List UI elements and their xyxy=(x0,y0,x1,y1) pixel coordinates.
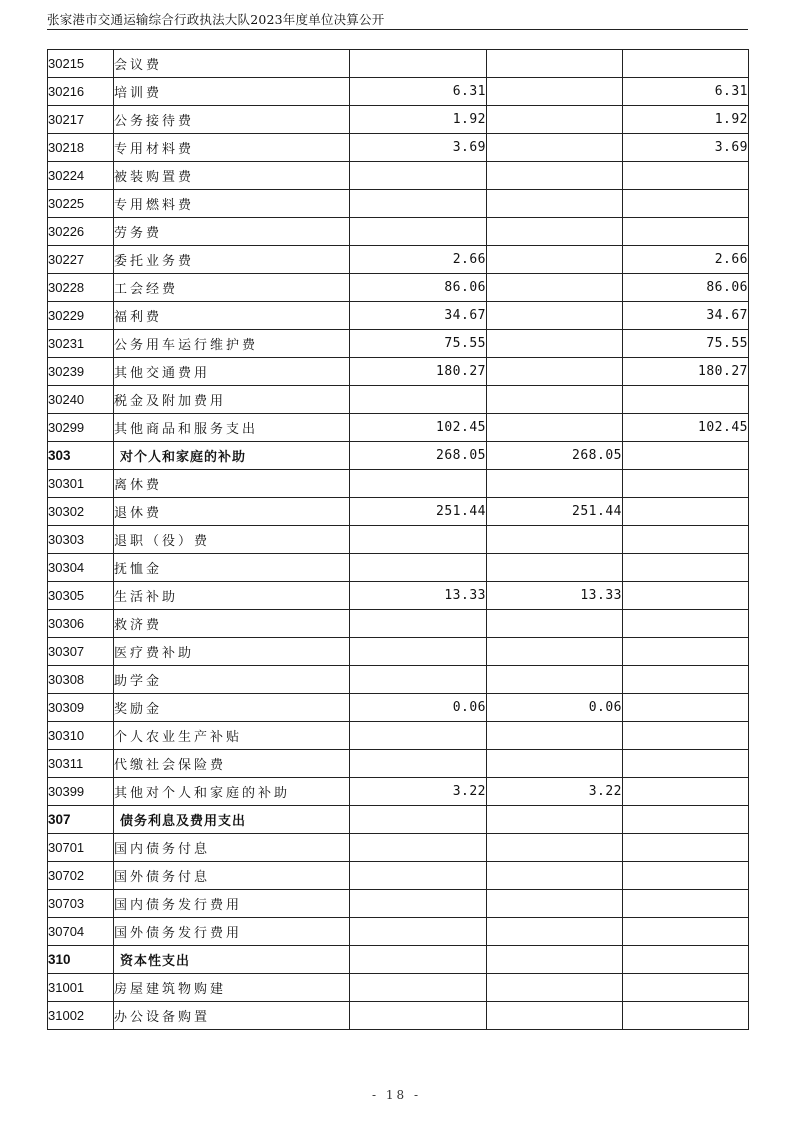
amount-col2-cell xyxy=(487,638,623,666)
item-code-cell: 30304 xyxy=(48,554,114,582)
header-divider xyxy=(47,29,748,30)
amount-col3-cell xyxy=(623,610,749,638)
item-code-cell: 307 xyxy=(48,806,114,834)
item-code-cell: 30227 xyxy=(48,246,114,274)
amount-col2-cell xyxy=(487,666,623,694)
amount-col1-cell xyxy=(350,890,487,918)
item-name-cell: 生活补助 xyxy=(114,582,350,610)
amount-col1-cell xyxy=(350,834,487,862)
amount-col1-cell xyxy=(350,190,487,218)
item-code-cell: 30308 xyxy=(48,666,114,694)
item-code-cell: 30399 xyxy=(48,778,114,806)
amount-col2-cell xyxy=(487,190,623,218)
amount-col3-cell xyxy=(623,1002,749,1030)
amount-col2-cell xyxy=(487,134,623,162)
amount-col2-cell xyxy=(487,302,623,330)
amount-col2-cell xyxy=(487,330,623,358)
item-name-cell: 国内债务发行费用 xyxy=(114,890,350,918)
amount-col1-cell xyxy=(350,666,487,694)
item-name-cell: 被装购置费 xyxy=(114,162,350,190)
amount-col3-cell xyxy=(623,162,749,190)
table-row xyxy=(48,582,749,610)
item-code-cell: 30217 xyxy=(48,106,114,134)
amount-col2-cell xyxy=(487,1002,623,1030)
expenditure-table xyxy=(47,49,749,1030)
amount-col2-cell xyxy=(487,918,623,946)
table-row xyxy=(48,78,749,106)
item-name-cell: 房屋建筑物购建 xyxy=(114,974,350,1002)
amount-col1-cell xyxy=(350,526,487,554)
amount-col3-cell xyxy=(623,554,749,582)
table-category-row xyxy=(48,442,749,470)
table-row xyxy=(48,274,749,302)
item-name-cell: 救济费 xyxy=(114,610,350,638)
item-name-cell: 退休费 xyxy=(114,498,350,526)
table-row xyxy=(48,162,749,190)
amount-col3-cell xyxy=(623,890,749,918)
amount-col3-cell xyxy=(623,750,749,778)
item-name-cell: 福利费 xyxy=(114,302,350,330)
amount-col3-cell xyxy=(623,50,749,78)
amount-col2-cell xyxy=(487,274,623,302)
item-code-cell: 30302 xyxy=(48,498,114,526)
amount-col1-cell: 34.67 xyxy=(350,302,487,330)
amount-col3-cell xyxy=(623,638,749,666)
amount-col3-cell xyxy=(623,526,749,554)
table-category-row xyxy=(48,806,749,834)
table-row xyxy=(48,526,749,554)
amount-col1-cell: 0.06 xyxy=(350,694,487,722)
item-name-cell: 劳务费 xyxy=(114,218,350,246)
amount-col2-cell xyxy=(487,974,623,1002)
amount-col1-cell: 2.66 xyxy=(350,246,487,274)
amount-col3-cell xyxy=(623,834,749,862)
item-name-cell: 国外债务付息 xyxy=(114,862,350,890)
table-row xyxy=(48,610,749,638)
item-code-cell: 31002 xyxy=(48,1002,114,1030)
table-row xyxy=(48,50,749,78)
amount-col1-cell: 75.55 xyxy=(350,330,487,358)
item-code-cell: 31001 xyxy=(48,974,114,1002)
item-code-cell: 30703 xyxy=(48,890,114,918)
table-row xyxy=(48,330,749,358)
amount-col1-cell xyxy=(350,974,487,1002)
item-code-cell: 30239 xyxy=(48,358,114,386)
amount-col1-cell xyxy=(350,638,487,666)
table-row xyxy=(48,498,749,526)
table-row xyxy=(48,722,749,750)
amount-col3-cell xyxy=(623,190,749,218)
amount-col2-cell xyxy=(487,890,623,918)
item-code-cell: 30231 xyxy=(48,330,114,358)
item-name-cell: 会议费 xyxy=(114,50,350,78)
amount-col1-cell xyxy=(350,50,487,78)
table-category-row xyxy=(48,946,749,974)
item-name-cell: 专用燃料费 xyxy=(114,190,350,218)
item-name-cell: 公务接待费 xyxy=(114,106,350,134)
amount-col2-cell xyxy=(487,246,623,274)
amount-col1-cell: 13.33 xyxy=(350,582,487,610)
amount-col1-cell xyxy=(350,862,487,890)
table-row xyxy=(48,890,749,918)
table-row xyxy=(48,778,749,806)
amount-col2-cell xyxy=(487,470,623,498)
item-name-cell: 医疗费补助 xyxy=(114,638,350,666)
item-name-cell: 助学金 xyxy=(114,666,350,694)
amount-col2-cell xyxy=(487,50,623,78)
amount-col1-cell xyxy=(350,722,487,750)
amount-col1-cell: 268.05 xyxy=(350,442,487,470)
amount-col1-cell: 180.27 xyxy=(350,358,487,386)
item-name-cell: 个人农业生产补贴 xyxy=(114,722,350,750)
amount-col1-cell xyxy=(350,386,487,414)
amount-col2-cell xyxy=(487,526,623,554)
table-row xyxy=(48,470,749,498)
amount-col1-cell: 102.45 xyxy=(350,414,487,442)
amount-col1-cell xyxy=(350,806,487,834)
table-row xyxy=(48,190,749,218)
amount-col3-cell: 1.92 xyxy=(623,106,749,134)
amount-col2-cell xyxy=(487,386,623,414)
item-name-cell: 代缴社会保险费 xyxy=(114,750,350,778)
amount-col3-cell xyxy=(623,694,749,722)
table-row xyxy=(48,918,749,946)
amount-col1-cell: 251.44 xyxy=(350,498,487,526)
table-row xyxy=(48,1002,749,1030)
table-row xyxy=(48,134,749,162)
table-row xyxy=(48,302,749,330)
item-code-cell: 30224 xyxy=(48,162,114,190)
item-code-cell: 30226 xyxy=(48,218,114,246)
amount-col2-cell xyxy=(487,806,623,834)
table-row xyxy=(48,694,749,722)
item-code-cell: 30229 xyxy=(48,302,114,330)
item-name-cell: 专用材料费 xyxy=(114,134,350,162)
item-name-cell: 国内债务付息 xyxy=(114,834,350,862)
amount-col3-cell: 3.69 xyxy=(623,134,749,162)
table-row xyxy=(48,862,749,890)
amount-col2-cell xyxy=(487,862,623,890)
amount-col2-cell xyxy=(487,554,623,582)
amount-col2-cell xyxy=(487,358,623,386)
amount-col2-cell: 0.06 xyxy=(487,694,623,722)
amount-col2-cell xyxy=(487,218,623,246)
amount-col2-cell: 251.44 xyxy=(487,498,623,526)
table-row xyxy=(48,974,749,1002)
amount-col3-cell xyxy=(623,386,749,414)
amount-col2-cell: 268.05 xyxy=(487,442,623,470)
item-code-cell: 30309 xyxy=(48,694,114,722)
item-code-cell: 30311 xyxy=(48,750,114,778)
amount-col3-cell xyxy=(623,918,749,946)
item-code-cell: 30228 xyxy=(48,274,114,302)
amount-col3-cell: 102.45 xyxy=(623,414,749,442)
table-row xyxy=(48,834,749,862)
item-code-cell: 30701 xyxy=(48,834,114,862)
item-name-cell: 国外债务发行费用 xyxy=(114,918,350,946)
amount-col1-cell xyxy=(350,946,487,974)
amount-col1-cell xyxy=(350,750,487,778)
amount-col1-cell xyxy=(350,470,487,498)
item-name-cell: 其他对个人和家庭的补助 xyxy=(114,778,350,806)
item-code-cell: 30310 xyxy=(48,722,114,750)
item-name-cell: 税金及附加费用 xyxy=(114,386,350,414)
table-row xyxy=(48,554,749,582)
amount-col3-cell: 75.55 xyxy=(623,330,749,358)
amount-col3-cell xyxy=(623,442,749,470)
table-row xyxy=(48,750,749,778)
item-code-cell: 30299 xyxy=(48,414,114,442)
amount-col1-cell xyxy=(350,218,487,246)
table-row xyxy=(48,386,749,414)
amount-col3-cell xyxy=(623,498,749,526)
amount-col2-cell xyxy=(487,750,623,778)
item-code-cell: 30301 xyxy=(48,470,114,498)
item-name-cell: 公务用车运行维护费 xyxy=(114,330,350,358)
item-name-cell: 资本性支出 xyxy=(114,946,350,974)
amount-col1-cell xyxy=(350,918,487,946)
item-name-cell: 办公设备购置 xyxy=(114,1002,350,1030)
amount-col1-cell xyxy=(350,554,487,582)
amount-col3-cell xyxy=(623,470,749,498)
item-name-cell: 培训费 xyxy=(114,78,350,106)
amount-col3-cell xyxy=(623,666,749,694)
amount-col1-cell: 3.69 xyxy=(350,134,487,162)
item-code-cell: 30215 xyxy=(48,50,114,78)
amount-col1-cell xyxy=(350,610,487,638)
amount-col1-cell: 86.06 xyxy=(350,274,487,302)
item-name-cell: 奖励金 xyxy=(114,694,350,722)
table-row xyxy=(48,414,749,442)
document-header-title: 张家港市交通运输综合行政执法大队2023年度单位决算公开 xyxy=(47,12,385,27)
amount-col2-cell xyxy=(487,722,623,750)
item-code-cell: 310 xyxy=(48,946,114,974)
amount-col3-cell xyxy=(623,974,749,1002)
item-code-cell: 30306 xyxy=(48,610,114,638)
table-row xyxy=(48,638,749,666)
item-name-cell: 抚恤金 xyxy=(114,554,350,582)
table-row xyxy=(48,246,749,274)
item-name-cell: 其他交通费用 xyxy=(114,358,350,386)
item-code-cell: 30702 xyxy=(48,862,114,890)
amount-col3-cell: 180.27 xyxy=(623,358,749,386)
amount-col2-cell xyxy=(487,946,623,974)
amount-col3-cell: 86.06 xyxy=(623,274,749,302)
amount-col2-cell xyxy=(487,414,623,442)
amount-col3-cell xyxy=(623,722,749,750)
amount-col3-cell: 2.66 xyxy=(623,246,749,274)
page-number: - 18 - xyxy=(371,1088,421,1102)
amount-col1-cell: 6.31 xyxy=(350,78,487,106)
amount-col3-cell xyxy=(623,778,749,806)
amount-col1-cell xyxy=(350,1002,487,1030)
amount-col3-cell: 34.67 xyxy=(623,302,749,330)
amount-col2-cell xyxy=(487,162,623,190)
amount-col2-cell xyxy=(487,78,623,106)
amount-col2-cell xyxy=(487,834,623,862)
amount-col3-cell xyxy=(623,582,749,610)
amount-col3-cell: 6.31 xyxy=(623,78,749,106)
amount-col3-cell xyxy=(623,806,749,834)
amount-col1-cell: 1.92 xyxy=(350,106,487,134)
item-code-cell: 30305 xyxy=(48,582,114,610)
item-name-cell: 对个人和家庭的补助 xyxy=(114,442,350,470)
table-row xyxy=(48,666,749,694)
item-code-cell: 30218 xyxy=(48,134,114,162)
amount-col2-cell: 3.22 xyxy=(487,778,623,806)
item-code-cell: 30240 xyxy=(48,386,114,414)
amount-col2-cell xyxy=(487,106,623,134)
amount-col2-cell: 13.33 xyxy=(487,582,623,610)
table-row xyxy=(48,218,749,246)
item-name-cell: 其他商品和服务支出 xyxy=(114,414,350,442)
item-code-cell: 30303 xyxy=(48,526,114,554)
item-code-cell: 30225 xyxy=(48,190,114,218)
item-name-cell: 债务利息及费用支出 xyxy=(114,806,350,834)
amount-col1-cell xyxy=(350,162,487,190)
item-name-cell: 退职（役）费 xyxy=(114,526,350,554)
item-name-cell: 工会经费 xyxy=(114,274,350,302)
item-name-cell: 委托业务费 xyxy=(114,246,350,274)
amount-col3-cell xyxy=(623,862,749,890)
item-code-cell: 30307 xyxy=(48,638,114,666)
expenditure-table-body xyxy=(48,50,749,1030)
amount-col1-cell: 3.22 xyxy=(350,778,487,806)
table-row xyxy=(48,358,749,386)
table-row xyxy=(48,106,749,134)
amount-col3-cell xyxy=(623,946,749,974)
item-code-cell: 30704 xyxy=(48,918,114,946)
amount-col2-cell xyxy=(487,610,623,638)
item-code-cell: 303 xyxy=(48,442,114,470)
item-code-cell: 30216 xyxy=(48,78,114,106)
amount-col3-cell xyxy=(623,218,749,246)
item-name-cell: 离休费 xyxy=(114,470,350,498)
